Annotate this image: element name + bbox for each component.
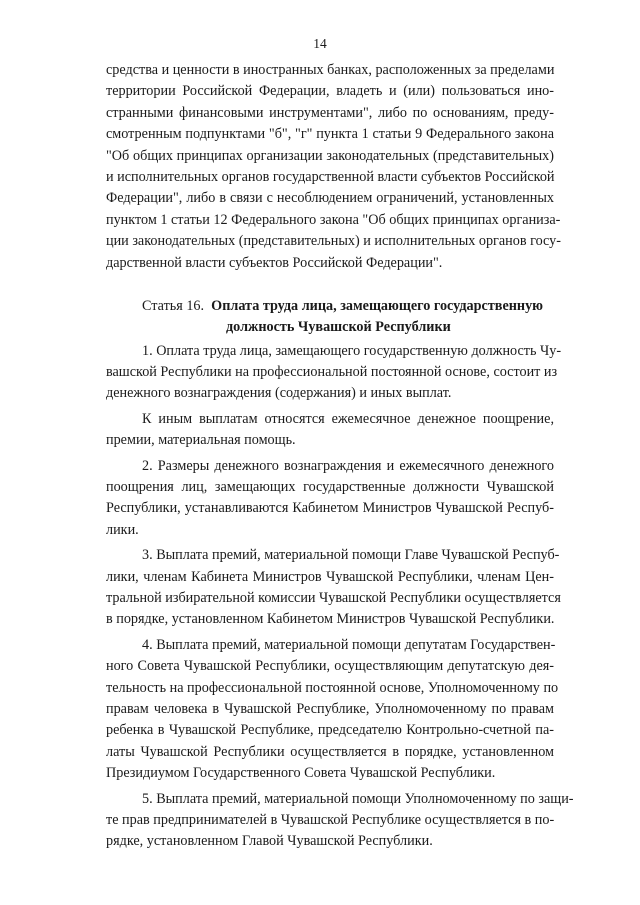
page-number: 14 [313, 36, 327, 51]
paragraph [106, 341, 562, 405]
text-line: ции законодательных (представительных) и исполнительных органов госу- [106, 233, 561, 250]
text-line: вашской Республики на профессиональной постоянной основе, состоит из [106, 364, 558, 381]
text-line: странными финансовыми инструментами", либо по основаниям, преду- [106, 104, 554, 121]
text-line: ного Совета Чувашской Республики, осуществляющим депутатскую дея- [106, 658, 554, 675]
article-heading-line-1 [106, 296, 554, 317]
paragraph [106, 545, 561, 631]
intro-paragraph [106, 60, 561, 274]
text-line: пунктом 1 статьи 12 Федерального закона "Об общих принципах организа- [106, 211, 561, 228]
text-line: премии, материальная помощь. [106, 432, 296, 449]
paragraph [106, 635, 559, 785]
text-line: дарственной власти субъектов Российской Федерации". [106, 254, 443, 271]
text-line: в порядке, установленном Кабинетом Министров Чувашской Республики. [106, 611, 555, 628]
text-line: 1. Оплата труда лица, замещающего государственную должность Чу- [142, 342, 562, 359]
text-line: К иным выплатам относятся ежемесячное денежное поощрение, [142, 410, 554, 427]
article-heading [106, 296, 554, 339]
text-line: те прав предпринимателей в Чувашской Республике осуществляется в по- [106, 811, 555, 828]
document-body [106, 60, 574, 853]
text-line: лики. [106, 521, 139, 538]
paragraph [106, 456, 554, 542]
article-label: Статья 16. [142, 297, 205, 314]
text-line: поощрения лиц, замещающих государственные должности Чувашской [106, 479, 554, 496]
text-line: и исполнительных органов государственной власти субъектов Российской [106, 168, 555, 185]
text-line: Республики, устанавливаются Кабинетом Министров Чувашской Респуб- [106, 500, 554, 517]
text-line: ребенка в Чувашской Республике, председателю Контрольно-счетной па- [106, 722, 554, 739]
text-line: смотренным подпунктами "б", "г" пункта 1 статьи 9 Федерального закона [106, 126, 554, 143]
text-line: денежного вознаграждения (содержания) и иных выплат. [106, 385, 452, 402]
text-line: средства и ценности в иностранных банках, расположенных за пределами [106, 62, 555, 78]
text-line: "Об общих принципах организации законодательных (представительных) [106, 147, 554, 164]
text-line: латы Чувашской Республики осуществляется в порядке, установленном [106, 743, 554, 760]
text-line: тральной избирательной комиссии Чувашской Республики осуществляется [106, 589, 561, 606]
article-title-part-2: должность Чувашской Республики [226, 319, 451, 336]
paragraph [106, 789, 574, 853]
paragraph [106, 409, 554, 452]
text-line: 2. Размеры денежного вознаграждения и ежемесячного денежного [142, 457, 554, 474]
text-line: правам человека в Чувашской Республике, Уполномоченному по правам [106, 700, 554, 717]
text-line: лики, членам Кабинета Министров Чувашской Республики, членам Цен- [106, 568, 554, 585]
text-line: 3. Выплата премий, материальной помощи Главе Чувашской Респуб- [142, 547, 560, 564]
text-line: рядке, установленном Главой Чувашской Республики. [106, 833, 433, 850]
text-line: 5. Выплата премий, материальной помощи Уполномоченному по защи- [142, 790, 574, 807]
text-line: территории Российской Федерации, владеть и (или) пользоваться ино- [106, 83, 554, 100]
text-line: 4. Выплата премий, материальной помощи депутатам Государствен- [142, 636, 556, 653]
text-line: тельность на профессиональной постоянной основе, Уполномоченному по [106, 679, 559, 696]
text-line: Президиумом Государственного Совета Чувашской Республики. [106, 765, 496, 782]
text-line: Федерации", либо в связи с несоблюдением ограничений, установленных [106, 190, 554, 207]
article-title-part-1: Оплата труда лица, замещающего государственную [211, 297, 544, 314]
article-paragraphs [106, 341, 574, 853]
